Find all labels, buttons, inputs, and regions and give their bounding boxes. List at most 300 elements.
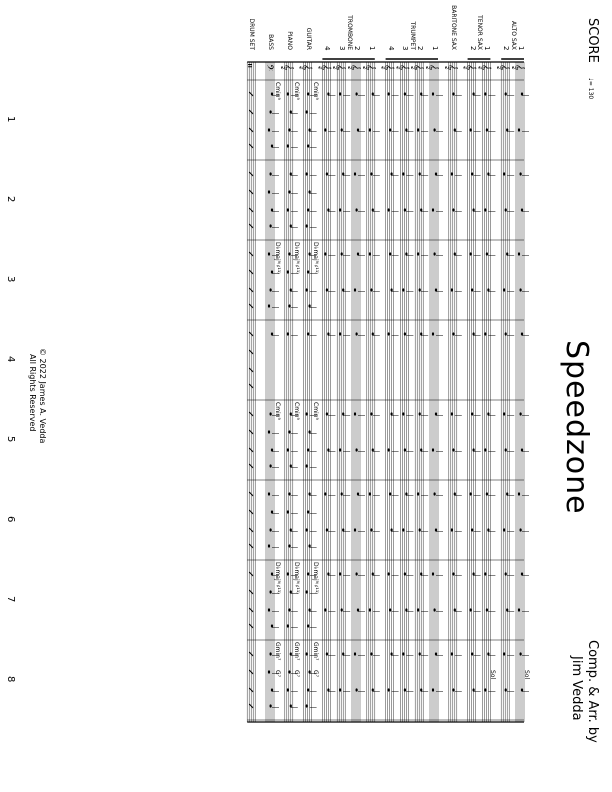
notehead: [521, 208, 523, 211]
notehead: [271, 510, 273, 513]
notehead: [404, 92, 406, 95]
notehead: [471, 172, 473, 175]
notehead: [404, 448, 406, 451]
notehead: [451, 528, 453, 531]
notehead: [521, 448, 523, 451]
notehead: [268, 128, 270, 131]
notehead: [288, 544, 290, 547]
notehead: [433, 492, 435, 495]
notehead: [503, 652, 505, 655]
notehead: [339, 92, 341, 95]
notehead: [388, 688, 390, 691]
treble-clef-icon: 𝄞: [478, 64, 492, 71]
notehead: [391, 412, 393, 415]
notehead: [327, 688, 329, 691]
treble-clef-icon: 𝄞: [381, 64, 395, 71]
notehead: [372, 448, 374, 451]
part-number: 2: [468, 46, 477, 51]
notehead: [402, 288, 404, 291]
notehead: [435, 652, 437, 655]
notehead: [405, 128, 407, 131]
notehead: [370, 412, 372, 415]
notehead: [433, 128, 435, 131]
notehead: [269, 590, 271, 593]
notehead: [309, 430, 311, 433]
chord-symbol: Cmin⁹: [292, 402, 300, 420]
notehead: [290, 288, 292, 291]
notehead: [271, 270, 273, 273]
treble-clef-icon: 𝄞: [463, 64, 477, 71]
notehead: [388, 92, 390, 95]
notehead: [307, 688, 309, 691]
notehead: [342, 528, 344, 531]
percussion-clef-icon: 𝄥: [243, 64, 257, 68]
notehead: [307, 332, 309, 335]
chord-symbol: Cmin⁹: [311, 402, 319, 420]
notehead: [339, 332, 341, 335]
notehead: [391, 288, 393, 291]
notehead: [327, 92, 329, 95]
notehead: [484, 208, 486, 211]
notehead: [404, 332, 406, 335]
notehead: [288, 190, 290, 193]
notehead: [290, 704, 292, 707]
notehead: [454, 492, 456, 495]
notehead: [309, 128, 311, 131]
notehead: [327, 208, 329, 211]
notehead: [341, 492, 343, 495]
instrument-name: ALTO SAX: [509, 20, 517, 50]
notehead: [269, 652, 271, 655]
notehead: [290, 412, 292, 415]
instrument-name: DRUM SET: [248, 18, 256, 50]
notehead: [290, 110, 292, 113]
notehead: [307, 572, 309, 575]
notehead: [288, 670, 290, 673]
notehead: [388, 208, 390, 211]
notehead: [307, 448, 309, 451]
notehead: [417, 492, 419, 495]
part-number: 1: [431, 46, 439, 51]
notehead: [487, 652, 489, 655]
notehead: [505, 208, 507, 211]
notehead: [324, 128, 326, 131]
measure-number: 1: [5, 116, 16, 123]
notehead: [519, 288, 521, 291]
notehead: [342, 288, 344, 291]
notehead: [290, 590, 292, 593]
notehead: [471, 652, 473, 655]
notehead: [503, 412, 505, 415]
notehead: [271, 144, 273, 147]
notehead: [309, 492, 311, 495]
notehead: [417, 128, 419, 131]
notehead: [470, 608, 472, 611]
notehead: [269, 110, 271, 113]
notehead: [288, 430, 290, 433]
notehead: [327, 332, 329, 335]
notehead: [484, 92, 486, 95]
notehead: [473, 572, 475, 575]
notehead: [354, 172, 356, 175]
notehead: [290, 224, 292, 227]
notehead: [271, 332, 273, 335]
notehead: [404, 572, 406, 575]
notehead: [306, 172, 308, 175]
measure-number: 7: [5, 596, 16, 603]
notehead: [452, 572, 454, 575]
notehead: [435, 528, 437, 531]
treble-clef-icon: 𝄞: [426, 64, 439, 71]
part-number: 3: [401, 46, 410, 51]
notehead: [432, 208, 434, 211]
notehead: [342, 652, 344, 655]
notehead: [307, 510, 309, 513]
notehead: [451, 172, 453, 175]
notehead: [419, 528, 421, 531]
notehead: [268, 608, 270, 611]
chord-symbol: D♭maj⁹⁽♯¹¹⁾: [274, 242, 281, 274]
notehead: [420, 332, 422, 335]
notehead: [470, 128, 472, 131]
measure-number: 5: [5, 436, 16, 443]
notehead: [518, 608, 520, 611]
notehead: [269, 288, 271, 291]
notehead: [307, 144, 309, 147]
notehead: [473, 208, 475, 211]
notehead: [505, 332, 507, 335]
piece-title: Speedzone: [559, 340, 594, 515]
notehead: [342, 412, 344, 415]
notehead: [452, 92, 454, 95]
score-label: SCORE: [585, 18, 600, 63]
notehead: [355, 448, 357, 451]
notehead: [519, 652, 521, 655]
notehead: [505, 92, 507, 95]
notehead: [354, 652, 356, 655]
notehead: [327, 572, 329, 575]
notehead: [389, 252, 391, 255]
notehead: [484, 572, 486, 575]
treble-clef-icon: 𝄞: [318, 64, 332, 71]
notehead: [306, 412, 308, 415]
notehead: [484, 448, 486, 451]
chord-symbol: D♭maj⁹⁽♯¹¹⁾: [311, 562, 319, 594]
notehead: [391, 172, 393, 175]
notehead: [433, 252, 435, 255]
notehead: [355, 688, 357, 691]
notehead: [388, 448, 390, 451]
notehead: [287, 332, 289, 335]
notehead: [518, 492, 520, 495]
chord-symbol: Cmin⁹: [274, 82, 281, 100]
notehead: [354, 288, 356, 291]
notehead: [370, 652, 372, 655]
part-number: 4: [323, 46, 332, 51]
notehead: [341, 252, 343, 255]
notehead: [306, 110, 308, 113]
chord-symbol: Gmin⁷: [311, 642, 319, 661]
notehead: [454, 608, 456, 611]
notehead: [290, 464, 292, 467]
measure-number: 6: [5, 516, 16, 523]
notehead: [519, 172, 521, 175]
notehead: [288, 128, 290, 131]
notehead: [503, 528, 505, 531]
notehead: [471, 288, 473, 291]
notehead: [487, 412, 489, 415]
chord-symbol: D♭maj⁹⁽♯¹¹⁾: [292, 242, 300, 274]
notehead: [355, 572, 357, 575]
notehead: [290, 172, 292, 175]
notehead: [505, 448, 507, 451]
notehead: [432, 332, 434, 335]
notehead: [354, 412, 356, 415]
notehead: [487, 172, 489, 175]
notehead: [419, 412, 421, 415]
notehead: [327, 448, 329, 451]
notehead: [369, 252, 371, 255]
notehead: [519, 412, 521, 415]
notehead: [432, 688, 434, 691]
notehead: [306, 528, 308, 531]
notehead: [452, 448, 454, 451]
chord-symbol: Gmin⁷: [274, 642, 281, 661]
notehead: [268, 190, 270, 193]
notehead: [417, 608, 419, 611]
notehead: [306, 464, 308, 467]
notehead: [484, 688, 486, 691]
notehead: [506, 492, 508, 495]
notehead: [432, 448, 434, 451]
instrument-name: TENOR SAX: [476, 15, 483, 50]
notehead: [271, 448, 273, 451]
notehead: [487, 528, 489, 531]
notehead: [432, 572, 434, 575]
notehead: [268, 252, 270, 255]
notehead: [287, 270, 289, 273]
notehead: [339, 572, 341, 575]
notehead: [419, 288, 421, 291]
notehead: [420, 208, 422, 211]
notehead: [339, 688, 341, 691]
notehead: [307, 270, 309, 273]
notehead: [268, 492, 270, 495]
notehead: [326, 412, 328, 415]
notehead: [473, 332, 475, 335]
notehead: [470, 492, 472, 495]
instrument-name: BASS: [267, 34, 274, 50]
notehead: [405, 492, 407, 495]
notehead: [324, 252, 326, 255]
solo-marking: Sol: [489, 670, 497, 680]
notehead: [518, 252, 520, 255]
chord-symbol: Cmin⁹: [274, 402, 281, 420]
chord-symbol: Cmin⁹: [311, 82, 319, 100]
notehead: [435, 288, 437, 291]
notehead: [309, 670, 311, 673]
notehead: [370, 528, 372, 531]
notehead: [287, 448, 289, 451]
notehead: [521, 92, 523, 95]
notehead: [451, 652, 453, 655]
notehead: [470, 252, 472, 255]
copyright-text: © 2022 James A. Vedda: [38, 348, 47, 444]
notehead: [419, 172, 421, 175]
notehead: [307, 624, 309, 627]
notehead: [339, 208, 341, 211]
notehead: [420, 572, 422, 575]
notehead: [503, 172, 505, 175]
notehead: [307, 92, 309, 95]
notehead: [402, 172, 404, 175]
notehead: [369, 128, 371, 131]
notehead: [271, 208, 273, 211]
notehead: [521, 332, 523, 335]
instrument-name: TROMBONE: [345, 15, 353, 50]
notehead: [402, 528, 404, 531]
notehead: [357, 492, 359, 495]
notehead: [357, 608, 359, 611]
chord-symbol: G⁷: [274, 670, 281, 678]
notehead: [269, 704, 271, 707]
notehead: [342, 172, 344, 175]
notehead: [271, 572, 273, 575]
part-number: 1: [483, 46, 492, 51]
notehead: [269, 464, 271, 467]
measure-number: 4: [5, 356, 16, 363]
instrument-name: BARITONE SAX: [449, 5, 457, 50]
notehead: [473, 688, 475, 691]
notehead: [354, 528, 356, 531]
notehead: [306, 704, 308, 707]
notehead: [402, 412, 404, 415]
notehead: [306, 224, 308, 227]
notehead: [355, 332, 357, 335]
chord-symbol: Cmin⁹: [292, 82, 300, 100]
notehead: [355, 92, 357, 95]
notehead: [324, 608, 326, 611]
notehead: [487, 288, 489, 291]
tempo-marking: ♩= 130: [587, 78, 594, 100]
notehead: [269, 172, 271, 175]
notehead: [271, 92, 273, 95]
notehead: [326, 172, 328, 175]
notehead: [473, 92, 475, 95]
notehead: [452, 688, 454, 691]
notehead: [288, 608, 290, 611]
notehead: [287, 572, 289, 575]
notehead: [432, 92, 434, 95]
notehead: [473, 448, 475, 451]
notehead: [326, 288, 328, 291]
notehead: [290, 528, 292, 531]
chord-symbol: Gmin⁷: [292, 642, 300, 661]
notehead: [388, 572, 390, 575]
notehead: [307, 208, 309, 211]
notehead: [369, 608, 371, 611]
notehead: [420, 688, 422, 691]
notehead: [372, 92, 374, 95]
chord-symbol: D♭maj⁹⁽♯¹¹⁾: [311, 242, 319, 274]
part-number: 2: [416, 46, 425, 51]
notehead: [404, 688, 406, 691]
treble-clef-icon: 𝄞: [362, 64, 376, 71]
notehead: [306, 590, 308, 593]
solo-marking: Sol: [523, 670, 530, 680]
notehead: [405, 608, 407, 611]
notehead: [290, 652, 292, 655]
notehead: [268, 430, 270, 433]
notehead: [417, 252, 419, 255]
notehead: [389, 492, 391, 495]
notehead: [309, 544, 311, 547]
notehead: [391, 528, 393, 531]
treble-clef-icon: 𝄞: [333, 64, 347, 71]
notehead: [268, 304, 270, 307]
notehead: [341, 608, 343, 611]
notehead: [370, 172, 372, 175]
notehead: [326, 528, 328, 531]
notehead: [339, 448, 341, 451]
composer-credit-line1: Comp. & Arr. by: [585, 640, 600, 743]
notehead: [454, 252, 456, 255]
notehead: [287, 144, 289, 147]
notehead: [306, 652, 308, 655]
notehead: [357, 252, 359, 255]
treble-clef-icon: 𝄞: [512, 64, 525, 71]
part-number: 2: [353, 46, 361, 51]
notehead: [388, 332, 390, 335]
notehead: [309, 304, 311, 307]
measure-number: 3: [5, 276, 16, 283]
notehead: [287, 208, 289, 211]
chord-symbol: D♭maj⁹⁽♯¹¹⁾: [274, 562, 281, 594]
notehead: [484, 332, 486, 335]
notehead: [288, 492, 290, 495]
notehead: [309, 252, 311, 255]
notehead: [268, 544, 270, 547]
notehead: [271, 688, 273, 691]
instrument-name: TRUMPET: [408, 21, 416, 50]
instrument-name: GUITAR: [304, 27, 312, 50]
notehead: [391, 652, 393, 655]
notehead: [420, 448, 422, 451]
notehead: [372, 688, 374, 691]
notehead: [505, 572, 507, 575]
treble-clef-icon: 𝄞: [411, 64, 425, 71]
notehead: [452, 332, 454, 335]
notehead: [324, 492, 326, 495]
notehead: [287, 510, 289, 513]
notehead: [288, 304, 290, 307]
notehead: [341, 128, 343, 131]
notehead: [420, 92, 422, 95]
notehead: [519, 528, 521, 531]
notehead: [435, 412, 437, 415]
part-number: 1: [517, 46, 525, 51]
treble-clef-icon: 𝄞: [396, 64, 410, 71]
chord-symbol: G⁷: [311, 670, 319, 678]
composer-credit-line2: Jim Vedda: [569, 656, 584, 721]
notehead: [419, 652, 421, 655]
notehead: [372, 208, 374, 211]
notehead: [505, 688, 507, 691]
notehead: [357, 128, 359, 131]
notehead: [471, 528, 473, 531]
measure-number: 2: [5, 196, 16, 203]
notehead: [269, 528, 271, 531]
